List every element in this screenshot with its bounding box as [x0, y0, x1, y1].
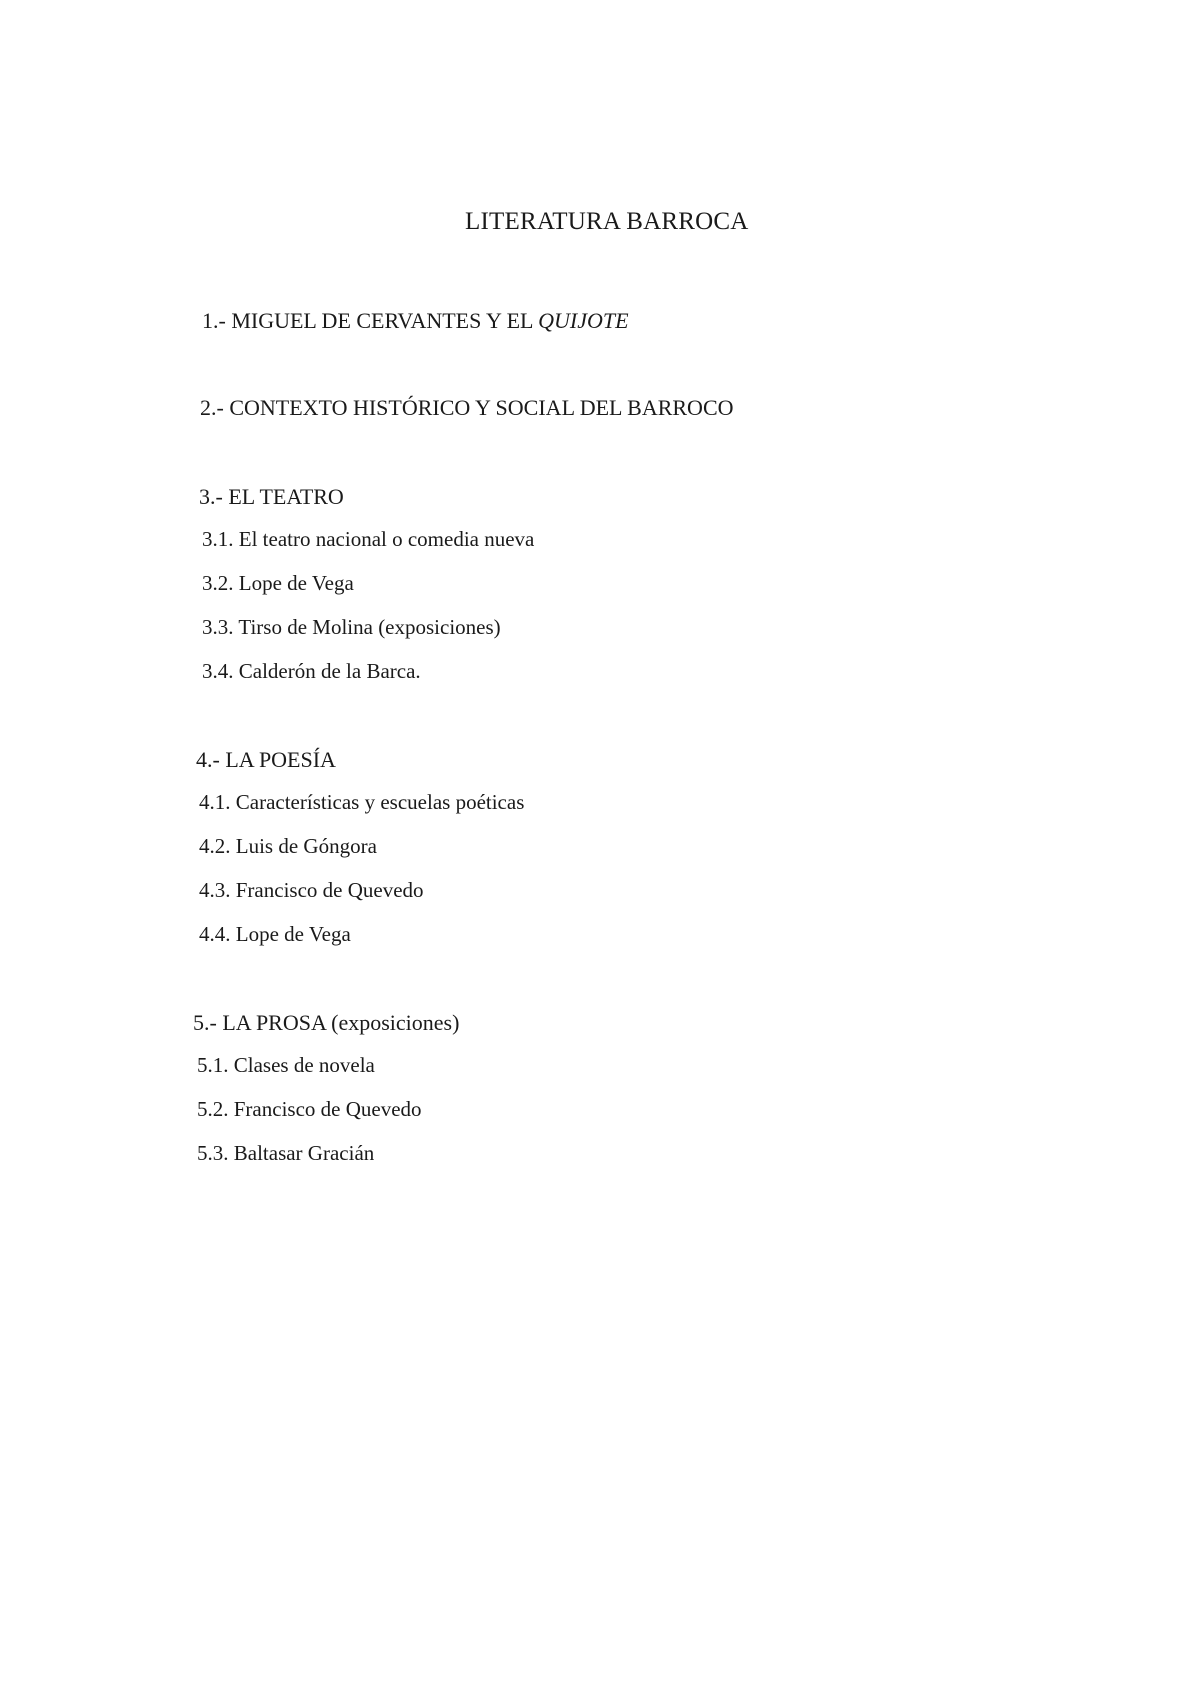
section-4-item: 4.3. Francisco de Quevedo	[199, 878, 424, 902]
section-5-item: 5.3. Baltasar Gracián	[197, 1141, 375, 1165]
section-3-item: 3.4. Calderón de la Barca.	[202, 659, 421, 683]
document-title: LITERATURA BARROCA	[465, 208, 749, 235]
section-3-item: 3.2. Lope de Vega	[202, 571, 354, 595]
section-3-item: 3.1. El teatro nacional o comedia nueva	[202, 527, 535, 551]
section-5-heading: 5.- LA PROSA (exposiciones)	[193, 1010, 460, 1035]
section-3-item: 3.3. Tirso de Molina (exposiciones)	[202, 615, 501, 639]
section-1-heading-text: 1.- MIGUEL DE CERVANTES Y EL	[202, 308, 539, 333]
section-4-heading: 4.- LA POESÍA	[196, 747, 336, 772]
section-5-item: 5.1. Clases de novela	[197, 1053, 375, 1077]
section-4-item: 4.1. Características y escuelas poéticas	[199, 790, 525, 814]
section-4-item: 4.2. Luis de Góngora	[199, 834, 377, 858]
section-4-item: 4.4. Lope de Vega	[199, 922, 351, 946]
section-5-item: 5.2. Francisco de Quevedo	[197, 1097, 422, 1121]
section-1-heading-italic: QUIJOTE	[538, 308, 629, 333]
section-2-heading: 2.- CONTEXTO HISTÓRICO Y SOCIAL DEL BARROCO	[200, 395, 734, 420]
section-3-heading: 3.- EL TEATRO	[199, 484, 344, 509]
section-1-heading	[202, 308, 629, 334]
